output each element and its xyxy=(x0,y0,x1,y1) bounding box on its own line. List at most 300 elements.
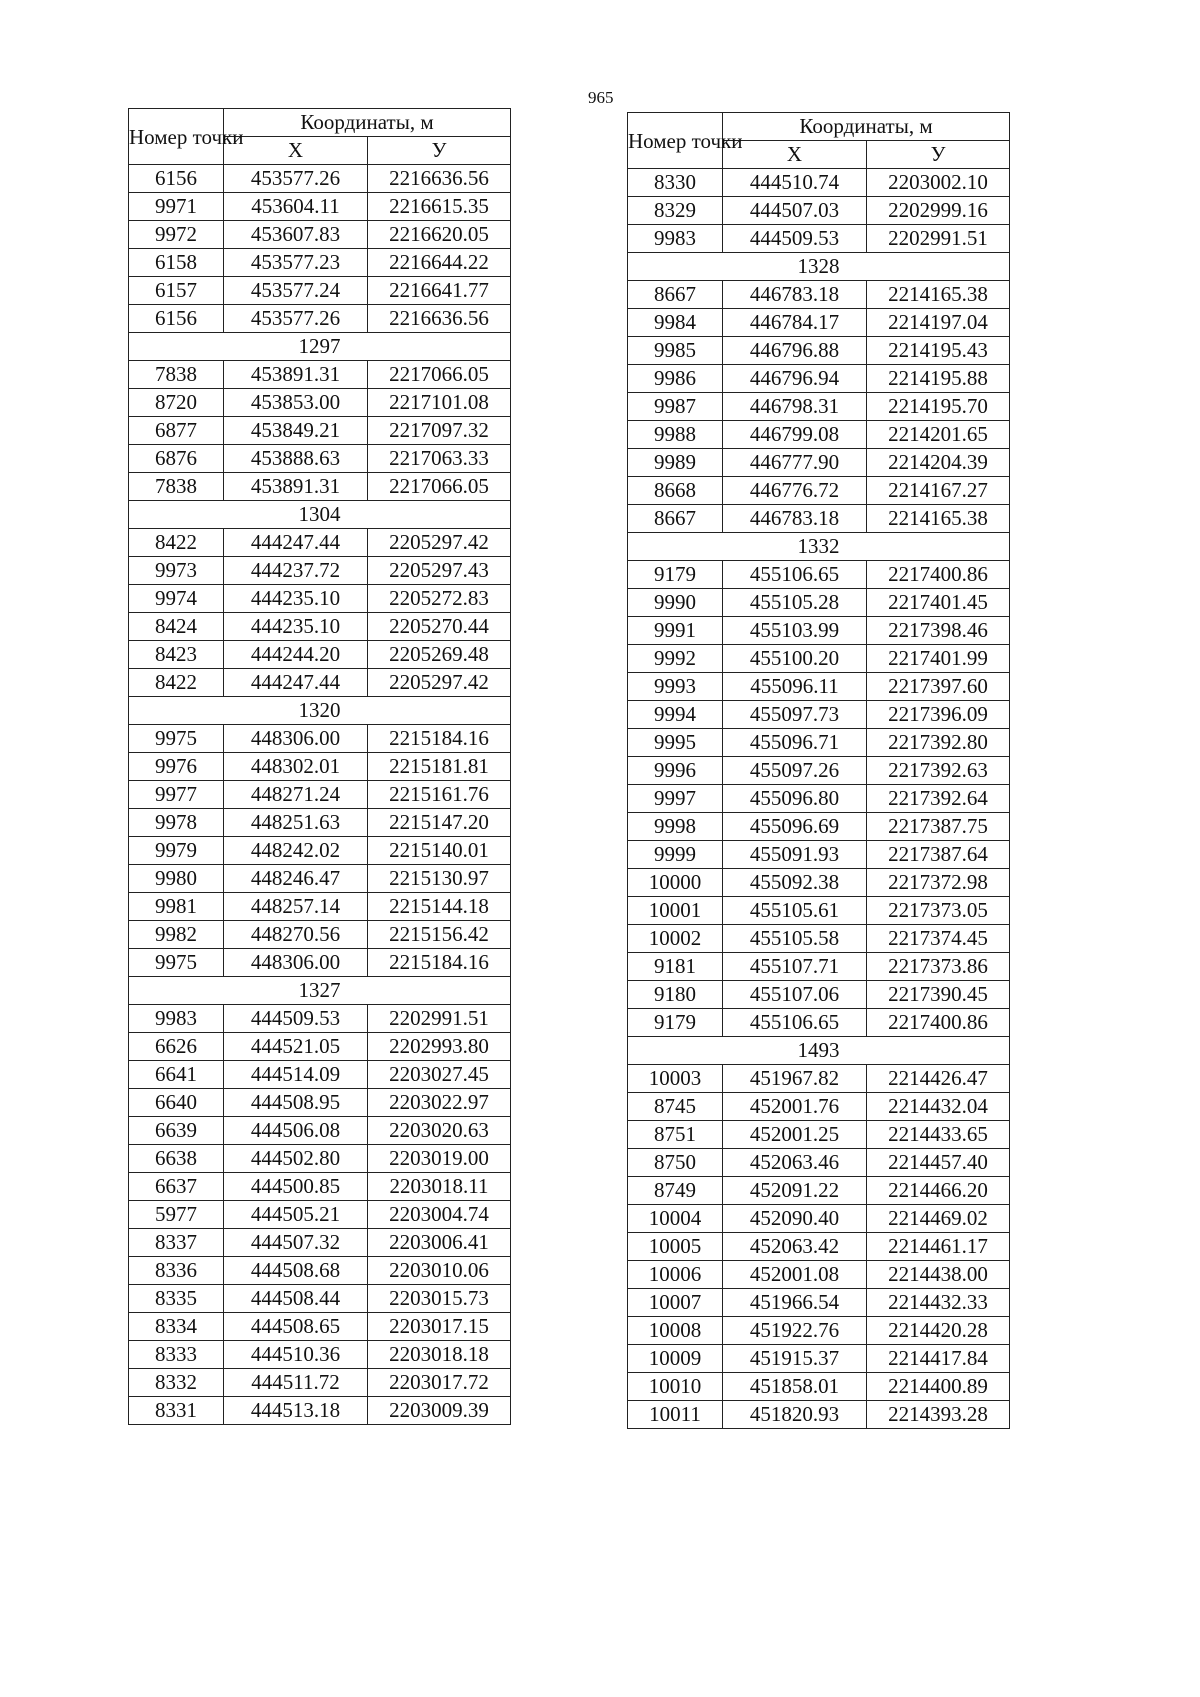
table-row xyxy=(129,1257,511,1285)
y-coordinate-cell: 2203020.63 xyxy=(368,1117,511,1145)
x-coordinate-cell: 448306.00 xyxy=(224,949,368,977)
y-coordinate-cell: 2217063.33 xyxy=(368,445,511,473)
y-coordinate-cell: 2214165.38 xyxy=(867,505,1010,533)
x-coordinate-cell: 451967.82 xyxy=(723,1065,867,1093)
table-row xyxy=(129,557,511,585)
table-row xyxy=(129,1313,511,1341)
y-coordinate-cell: 2215140.01 xyxy=(368,837,511,865)
point-number-cell: 6639 xyxy=(129,1117,224,1145)
y-coordinate-cell: 2217097.32 xyxy=(368,417,511,445)
point-number-cell: 8423 xyxy=(129,641,224,669)
point-number-header: Номер точки xyxy=(628,113,723,169)
point-number-cell: 9987 xyxy=(628,393,723,421)
point-number-cell: 9975 xyxy=(129,949,224,977)
point-number-cell: 6156 xyxy=(129,305,224,333)
x-coordinate-cell: 444235.10 xyxy=(224,613,368,641)
x-coordinate-cell: 444244.20 xyxy=(224,641,368,669)
table-row xyxy=(129,1285,511,1313)
section-label: 1304 xyxy=(129,501,511,529)
y-coordinate-cell: 2203018.18 xyxy=(368,1341,511,1369)
point-number-cell: 8336 xyxy=(129,1257,224,1285)
x-coordinate-cell: 444247.44 xyxy=(224,669,368,697)
table-row xyxy=(628,869,1010,897)
x-coordinate-cell: 455107.71 xyxy=(723,953,867,981)
y-coordinate-cell: 2214393.28 xyxy=(867,1401,1010,1429)
table-body xyxy=(129,165,511,1425)
point-number-cell: 9997 xyxy=(628,785,723,813)
y-coordinate-cell: 2215184.16 xyxy=(368,725,511,753)
x-coordinate-cell: 448306.00 xyxy=(224,725,368,753)
x-coordinate-cell: 452001.08 xyxy=(723,1261,867,1289)
table-row xyxy=(129,753,511,781)
point-number-header: Номер точки xyxy=(129,109,224,165)
y-coordinate-cell: 2205272.83 xyxy=(368,585,511,613)
point-number-cell: 8335 xyxy=(129,1285,224,1313)
y-coordinate-cell: 2217401.99 xyxy=(867,645,1010,673)
point-number-cell: 9998 xyxy=(628,813,723,841)
table-row xyxy=(628,897,1010,925)
point-number-cell: 10004 xyxy=(628,1205,723,1233)
point-number-cell: 9992 xyxy=(628,645,723,673)
point-number-cell: 10006 xyxy=(628,1261,723,1289)
y-coordinate-cell: 2202993.80 xyxy=(368,1033,511,1061)
y-coordinate-cell: 2214195.88 xyxy=(867,365,1010,393)
x-coordinate-cell: 448242.02 xyxy=(224,837,368,865)
y-coordinate-cell: 2217392.64 xyxy=(867,785,1010,813)
table-row xyxy=(129,949,511,977)
table-row xyxy=(628,1149,1010,1177)
x-coordinate-cell: 451820.93 xyxy=(723,1401,867,1429)
point-number-cell: 9974 xyxy=(129,585,224,613)
table-row xyxy=(628,841,1010,869)
y-coordinate-cell: 2203015.73 xyxy=(368,1285,511,1313)
table-row xyxy=(628,449,1010,477)
y-coordinate-cell: 2202999.16 xyxy=(867,197,1010,225)
point-number-cell: 9979 xyxy=(129,837,224,865)
y-coordinate-cell: 2217373.05 xyxy=(867,897,1010,925)
point-number-cell: 10011 xyxy=(628,1401,723,1429)
table-row xyxy=(628,1093,1010,1121)
table-row xyxy=(129,781,511,809)
x-coordinate-cell: 444506.08 xyxy=(224,1117,368,1145)
point-number-cell: 10010 xyxy=(628,1373,723,1401)
y-coordinate-cell: 2205269.48 xyxy=(368,641,511,669)
table-row xyxy=(628,309,1010,337)
y-coordinate-cell: 2216644.22 xyxy=(368,249,511,277)
point-number-cell: 8667 xyxy=(628,281,723,309)
x-coordinate-cell: 451922.76 xyxy=(723,1317,867,1345)
table-row xyxy=(129,1341,511,1369)
x-coordinate-cell: 453577.23 xyxy=(224,249,368,277)
y-header: У xyxy=(368,137,511,165)
x-coordinate-cell: 455106.65 xyxy=(723,561,867,589)
point-number-cell: 8330 xyxy=(628,169,723,197)
table-row xyxy=(628,1373,1010,1401)
y-coordinate-cell: 2214432.33 xyxy=(867,1289,1010,1317)
table-row xyxy=(129,1173,511,1201)
x-coordinate-cell: 444510.74 xyxy=(723,169,867,197)
coordinates-table-right xyxy=(627,112,1010,1429)
table-row xyxy=(628,1065,1010,1093)
x-coordinate-cell: 444502.80 xyxy=(224,1145,368,1173)
table-row xyxy=(129,165,511,193)
y-coordinate-cell: 2205297.43 xyxy=(368,557,511,585)
point-number-cell: 8424 xyxy=(129,613,224,641)
table-row xyxy=(129,865,511,893)
point-number-cell: 6157 xyxy=(129,277,224,305)
point-number-cell: 9973 xyxy=(129,557,224,585)
point-number-cell: 9993 xyxy=(628,673,723,701)
x-coordinate-cell: 444508.44 xyxy=(224,1285,368,1313)
x-coordinate-cell: 455091.93 xyxy=(723,841,867,869)
x-coordinate-cell: 444514.09 xyxy=(224,1061,368,1089)
x-coordinate-cell: 444508.95 xyxy=(224,1089,368,1117)
point-number-cell: 9181 xyxy=(628,953,723,981)
point-number-cell: 9971 xyxy=(129,193,224,221)
coordinates-table-left xyxy=(128,108,511,1425)
x-coordinate-cell: 444247.44 xyxy=(224,529,368,557)
x-coordinate-cell: 453853.00 xyxy=(224,389,368,417)
y-coordinate-cell: 2217392.80 xyxy=(867,729,1010,757)
table-row xyxy=(628,365,1010,393)
y-coordinate-cell: 2214426.47 xyxy=(867,1065,1010,1093)
point-number-cell: 9985 xyxy=(628,337,723,365)
y-coordinate-cell: 2215156.42 xyxy=(368,921,511,949)
table-row xyxy=(129,837,511,865)
y-coordinate-cell: 2214195.70 xyxy=(867,393,1010,421)
table-row xyxy=(129,361,511,389)
point-number-cell: 8332 xyxy=(129,1369,224,1397)
x-coordinate-cell: 444521.05 xyxy=(224,1033,368,1061)
y-coordinate-cell: 2217374.45 xyxy=(867,925,1010,953)
table-row xyxy=(628,1121,1010,1149)
table-row xyxy=(628,1401,1010,1429)
x-coordinate-cell: 453891.31 xyxy=(224,361,368,389)
point-number-cell: 9180 xyxy=(628,981,723,1009)
table-row xyxy=(628,981,1010,1009)
y-coordinate-cell: 2214197.04 xyxy=(867,309,1010,337)
y-coordinate-cell: 2214417.84 xyxy=(867,1345,1010,1373)
table-row xyxy=(628,617,1010,645)
point-number-cell: 9989 xyxy=(628,449,723,477)
x-coordinate-cell: 453577.24 xyxy=(224,277,368,305)
y-coordinate-cell: 2205270.44 xyxy=(368,613,511,641)
point-number-cell: 8668 xyxy=(628,477,723,505)
y-coordinate-cell: 2214438.00 xyxy=(867,1261,1010,1289)
point-number-cell: 8333 xyxy=(129,1341,224,1369)
x-coordinate-cell: 453577.26 xyxy=(224,305,368,333)
point-number-cell: 6640 xyxy=(129,1089,224,1117)
x-coordinate-cell: 444235.10 xyxy=(224,585,368,613)
table-row xyxy=(628,197,1010,225)
y-coordinate-cell: 2216620.05 xyxy=(368,221,511,249)
table-row xyxy=(628,953,1010,981)
point-number-cell: 9996 xyxy=(628,757,723,785)
section-label: 1332 xyxy=(628,533,1010,561)
point-number-cell: 10003 xyxy=(628,1065,723,1093)
point-number-cell: 8720 xyxy=(129,389,224,417)
x-coordinate-cell: 446796.94 xyxy=(723,365,867,393)
y-coordinate-cell: 2203002.10 xyxy=(867,169,1010,197)
y-coordinate-cell: 2205297.42 xyxy=(368,669,511,697)
x-coordinate-cell: 453849.21 xyxy=(224,417,368,445)
page-number: 965 xyxy=(588,88,614,107)
x-coordinate-cell: 452063.42 xyxy=(723,1233,867,1261)
y-coordinate-cell: 2217066.05 xyxy=(368,361,511,389)
y-coordinate-cell: 2203019.00 xyxy=(368,1145,511,1173)
point-number-cell: 8750 xyxy=(628,1149,723,1177)
table-row xyxy=(129,921,511,949)
table-row xyxy=(628,673,1010,701)
y-coordinate-cell: 2202991.51 xyxy=(867,225,1010,253)
y-coordinate-cell: 2203017.72 xyxy=(368,1369,511,1397)
point-number-cell: 5977 xyxy=(129,1201,224,1229)
x-coordinate-cell: 453604.11 xyxy=(224,193,368,221)
point-number-cell: 8329 xyxy=(628,197,723,225)
point-number-cell: 9975 xyxy=(129,725,224,753)
x-coordinate-cell: 451915.37 xyxy=(723,1345,867,1373)
section-label: 1327 xyxy=(129,977,511,1005)
table-row xyxy=(129,1005,511,1033)
x-coordinate-cell: 444508.68 xyxy=(224,1257,368,1285)
x-coordinate-cell: 453607.83 xyxy=(224,221,368,249)
x-coordinate-cell: 451966.54 xyxy=(723,1289,867,1317)
point-number-cell: 8422 xyxy=(129,669,224,697)
y-coordinate-cell: 2217373.86 xyxy=(867,953,1010,981)
x-coordinate-cell: 455092.38 xyxy=(723,869,867,897)
y-coordinate-cell: 2216641.77 xyxy=(368,277,511,305)
point-number-cell: 9984 xyxy=(628,309,723,337)
table-row xyxy=(129,893,511,921)
y-coordinate-cell: 2214469.02 xyxy=(867,1205,1010,1233)
table-row xyxy=(628,1009,1010,1037)
point-number-cell: 6156 xyxy=(129,165,224,193)
x-header: Х xyxy=(224,137,368,165)
y-coordinate-cell: 2215184.16 xyxy=(368,949,511,977)
table-row xyxy=(129,725,511,753)
y-coordinate-cell: 2214167.27 xyxy=(867,477,1010,505)
table-row xyxy=(129,669,511,697)
section-label: 1493 xyxy=(628,1037,1010,1065)
y-coordinate-cell: 2217396.09 xyxy=(867,701,1010,729)
y-coordinate-cell: 2215147.20 xyxy=(368,809,511,837)
x-coordinate-cell: 455097.73 xyxy=(723,701,867,729)
point-number-cell: 10000 xyxy=(628,869,723,897)
y-coordinate-cell: 2214432.04 xyxy=(867,1093,1010,1121)
x-coordinate-cell: 452091.22 xyxy=(723,1177,867,1205)
x-coordinate-cell: 455103.99 xyxy=(723,617,867,645)
x-coordinate-cell: 444508.65 xyxy=(224,1313,368,1341)
table-row xyxy=(129,1229,511,1257)
x-coordinate-cell: 446777.90 xyxy=(723,449,867,477)
point-number-cell: 6626 xyxy=(129,1033,224,1061)
point-number-cell: 6158 xyxy=(129,249,224,277)
point-number-cell: 8667 xyxy=(628,505,723,533)
x-coordinate-cell: 452001.76 xyxy=(723,1093,867,1121)
x-coordinate-cell: 446798.31 xyxy=(723,393,867,421)
point-number-cell: 10007 xyxy=(628,1289,723,1317)
y-coordinate-cell: 2202991.51 xyxy=(368,1005,511,1033)
table-row xyxy=(628,925,1010,953)
table-row xyxy=(129,1117,511,1145)
table-row xyxy=(628,589,1010,617)
table-row xyxy=(129,389,511,417)
table-row xyxy=(129,1145,511,1173)
y-coordinate-cell: 2217397.60 xyxy=(867,673,1010,701)
table-row xyxy=(628,1317,1010,1345)
y-coordinate-cell: 2217401.45 xyxy=(867,589,1010,617)
table-row xyxy=(628,645,1010,673)
point-number-cell: 9972 xyxy=(129,221,224,249)
x-header: Х xyxy=(723,141,867,169)
y-coordinate-cell: 2215130.97 xyxy=(368,865,511,893)
point-number-cell: 7838 xyxy=(129,361,224,389)
y-coordinate-cell: 2217066.05 xyxy=(368,473,511,501)
table-row xyxy=(628,1177,1010,1205)
x-coordinate-cell: 451858.01 xyxy=(723,1373,867,1401)
table-row xyxy=(628,701,1010,729)
table-row xyxy=(628,785,1010,813)
point-number-cell: 9179 xyxy=(628,561,723,589)
table-row xyxy=(129,277,511,305)
table-row xyxy=(129,529,511,557)
x-coordinate-cell: 455107.06 xyxy=(723,981,867,1009)
table-row xyxy=(129,1089,511,1117)
table-row xyxy=(628,393,1010,421)
point-number-cell: 10005 xyxy=(628,1233,723,1261)
table-row xyxy=(628,169,1010,197)
x-coordinate-cell: 448302.01 xyxy=(224,753,368,781)
table-row xyxy=(628,813,1010,841)
y-coordinate-cell: 2214461.17 xyxy=(867,1233,1010,1261)
point-number-cell: 8751 xyxy=(628,1121,723,1149)
y-coordinate-cell: 2217400.86 xyxy=(867,1009,1010,1037)
x-coordinate-cell: 446784.17 xyxy=(723,309,867,337)
y-coordinate-cell: 2217101.08 xyxy=(368,389,511,417)
section-row xyxy=(129,697,511,725)
point-number-cell: 9982 xyxy=(129,921,224,949)
table-row xyxy=(628,421,1010,449)
y-coordinate-cell: 2214201.65 xyxy=(867,421,1010,449)
table-row xyxy=(129,249,511,277)
point-number-cell: 6876 xyxy=(129,445,224,473)
table-row xyxy=(129,1369,511,1397)
table-row xyxy=(129,417,511,445)
x-coordinate-cell: 455097.26 xyxy=(723,757,867,785)
x-coordinate-cell: 455105.28 xyxy=(723,589,867,617)
y-coordinate-cell: 2215181.81 xyxy=(368,753,511,781)
table-row xyxy=(129,445,511,473)
table-header xyxy=(628,113,1010,169)
x-coordinate-cell: 446776.72 xyxy=(723,477,867,505)
section-row xyxy=(628,1037,1010,1065)
y-coordinate-cell: 2217392.63 xyxy=(867,757,1010,785)
x-coordinate-cell: 448270.56 xyxy=(224,921,368,949)
x-coordinate-cell: 448257.14 xyxy=(224,893,368,921)
x-coordinate-cell: 455096.11 xyxy=(723,673,867,701)
point-number-cell: 6641 xyxy=(129,1061,224,1089)
section-label: 1320 xyxy=(129,697,511,725)
x-coordinate-cell: 452090.40 xyxy=(723,1205,867,1233)
x-coordinate-cell: 444509.53 xyxy=(723,225,867,253)
x-coordinate-cell: 455105.58 xyxy=(723,925,867,953)
table-row xyxy=(129,1033,511,1061)
point-number-cell: 9986 xyxy=(628,365,723,393)
x-coordinate-cell: 444507.32 xyxy=(224,1229,368,1257)
table-row xyxy=(628,729,1010,757)
section-row xyxy=(129,977,511,1005)
x-coordinate-cell: 444507.03 xyxy=(723,197,867,225)
point-number-cell: 7838 xyxy=(129,473,224,501)
x-coordinate-cell: 455096.71 xyxy=(723,729,867,757)
table-body xyxy=(628,169,1010,1429)
table-header xyxy=(129,109,511,165)
x-coordinate-cell: 453888.63 xyxy=(224,445,368,473)
y-coordinate-cell: 2203027.45 xyxy=(368,1061,511,1089)
x-coordinate-cell: 455096.69 xyxy=(723,813,867,841)
point-number-cell: 8422 xyxy=(129,529,224,557)
y-coordinate-cell: 2217372.98 xyxy=(867,869,1010,897)
y-coordinate-cell: 2214420.28 xyxy=(867,1317,1010,1345)
x-coordinate-cell: 446783.18 xyxy=(723,505,867,533)
x-coordinate-cell: 455096.80 xyxy=(723,785,867,813)
point-number-cell: 8334 xyxy=(129,1313,224,1341)
point-number-cell: 9999 xyxy=(628,841,723,869)
y-coordinate-cell: 2214466.20 xyxy=(867,1177,1010,1205)
coordinates-header: Координаты, м xyxy=(723,113,1010,141)
y-coordinate-cell: 2217390.45 xyxy=(867,981,1010,1009)
y-coordinate-cell: 2217398.46 xyxy=(867,617,1010,645)
x-coordinate-cell: 444500.85 xyxy=(224,1173,368,1201)
table-row xyxy=(129,1397,511,1425)
x-coordinate-cell: 446783.18 xyxy=(723,281,867,309)
x-coordinate-cell: 444510.36 xyxy=(224,1341,368,1369)
point-number-cell: 8749 xyxy=(628,1177,723,1205)
table-row xyxy=(129,809,511,837)
point-number-cell: 8337 xyxy=(129,1229,224,1257)
table-row xyxy=(628,1289,1010,1317)
table-row xyxy=(628,757,1010,785)
y-coordinate-cell: 2217387.75 xyxy=(867,813,1010,841)
point-number-cell: 10002 xyxy=(628,925,723,953)
point-number-cell: 9976 xyxy=(129,753,224,781)
point-number-cell: 6877 xyxy=(129,417,224,445)
y-coordinate-cell: 2216636.56 xyxy=(368,165,511,193)
x-coordinate-cell: 446796.88 xyxy=(723,337,867,365)
y-coordinate-cell: 2217387.64 xyxy=(867,841,1010,869)
y-coordinate-cell: 2203006.41 xyxy=(368,1229,511,1257)
x-coordinate-cell: 455106.65 xyxy=(723,1009,867,1037)
section-row xyxy=(628,253,1010,281)
table-row xyxy=(129,613,511,641)
point-number-cell: 10009 xyxy=(628,1345,723,1373)
y-coordinate-cell: 2214400.89 xyxy=(867,1373,1010,1401)
point-number-cell: 9978 xyxy=(129,809,224,837)
table-row xyxy=(628,505,1010,533)
point-number-cell: 9179 xyxy=(628,1009,723,1037)
y-coordinate-cell: 2203018.11 xyxy=(368,1173,511,1201)
x-coordinate-cell: 444513.18 xyxy=(224,1397,368,1425)
x-coordinate-cell: 448271.24 xyxy=(224,781,368,809)
x-coordinate-cell: 453577.26 xyxy=(224,165,368,193)
y-coordinate-cell: 2214165.38 xyxy=(867,281,1010,309)
y-coordinate-cell: 2214457.40 xyxy=(867,1149,1010,1177)
x-coordinate-cell: 448251.63 xyxy=(224,809,368,837)
point-number-cell: 9994 xyxy=(628,701,723,729)
x-coordinate-cell: 453891.31 xyxy=(224,473,368,501)
point-number-cell: 9995 xyxy=(628,729,723,757)
point-number-cell: 9990 xyxy=(628,589,723,617)
